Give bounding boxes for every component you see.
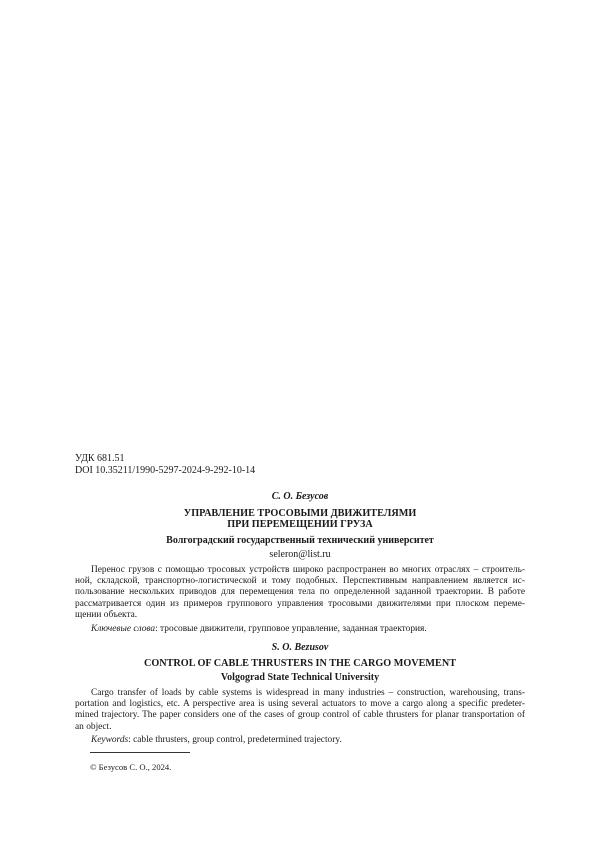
title-ru-line-1: УПРАВЛЕНИЕ ТРОСОВЫМИ ДВИЖИТЕЛЯМИ (183, 508, 417, 519)
keywords-ru (75, 624, 525, 635)
organization-ru: Волгоградский государственный технический университет (166, 535, 434, 546)
author-en: S. O. Bezusov (271, 642, 329, 653)
keywords-en-text: : cable thrusters, group control, predetermined trajectory. (128, 735, 342, 745)
keywords-ru-text: : тросовые движители, групповое управление, заданная траектория. (155, 624, 427, 634)
title-en: CONTROL OF CABLE THRUSTERS IN THE CARGO MOVEMENT (144, 658, 456, 669)
copyright-footnote: © Безусов С. О., 2024. (90, 762, 172, 772)
footnote-divider (90, 752, 190, 753)
abstract-ru-line: пользование нескольких приводов для перемещения тела по определенной заданной траектории. В работе (75, 587, 525, 598)
doi-code: DOI 10.35211/1990-5297-2024-9-292-10-14 (75, 465, 256, 476)
abstract-en-line: Cargo transfer of loads by cable systems is widespread in many industries – construction, warehousing, trans- (91, 688, 525, 698)
title-ru-line-2: ПРИ ПЕРЕМЕЩЕНИИ ГРУЗА (227, 519, 373, 530)
organization-en: Volgograd State Technical University (220, 672, 380, 683)
abstract-en-line: an object. (75, 721, 112, 732)
author-email: seleron@list.ru (269, 549, 331, 560)
keywords-en-label: Keywords (91, 735, 129, 745)
abstract-en-line: portation and logistics, etc. A perspective area is using several actuators to move a cargo along a specific predeter- (75, 699, 525, 710)
keywords-ru-label: Ключевые слова (91, 624, 156, 634)
abstract-ru-line: рассматривается один из примеров группового управления тросовыми движителями при плоском переме- (75, 598, 525, 609)
abstract-ru-line: Перенос грузов с помощью тросовых устройств широко распространен во многих отраслях – строитель- (91, 565, 525, 575)
abstract-en (75, 688, 525, 733)
udk-code: УДК 681.51 (75, 453, 125, 464)
abstract-ru (75, 565, 525, 621)
abstract-en-line: mined trajectory. The paper considers one of the cases of group control of cable thrusters for planar transportation of (75, 710, 525, 721)
abstract-ru-line: ной, складской, транспортно-логистической и тому подобных. Перспективным направлением является ис- (75, 576, 525, 587)
keywords-en (75, 735, 525, 746)
abstract-ru-line: щении объекта. (75, 609, 138, 620)
author-ru: С. О. Безусов (271, 491, 329, 502)
